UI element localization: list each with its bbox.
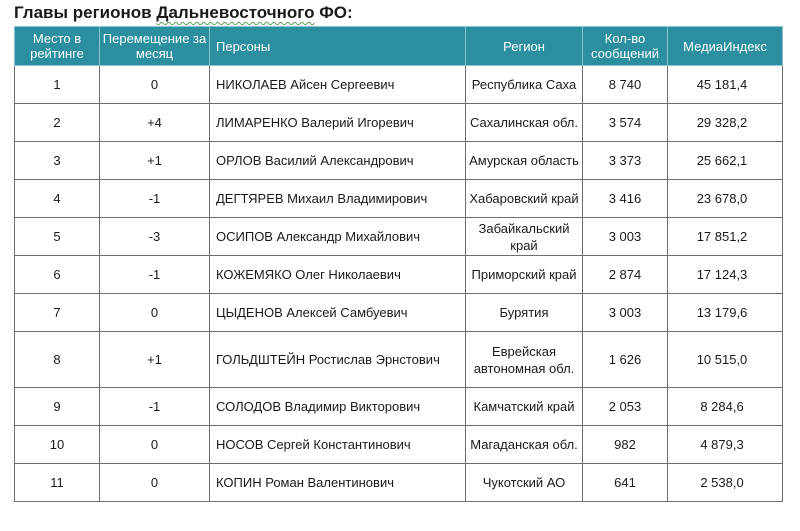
cell-region: Республика Саха: [466, 66, 583, 104]
cell-change: +4: [100, 104, 210, 142]
cell-person: НИКОЛАЕВ Айсен Сергеевич: [210, 66, 466, 104]
cell-media-index: 17 124,3: [668, 256, 783, 294]
cell-messages: 3 003: [583, 294, 668, 332]
title-prefix: Главы регионов: [14, 3, 157, 22]
table-row: [15, 426, 783, 464]
cell-change: -3: [100, 218, 210, 256]
title-underlined-word: Дальневосточного: [156, 3, 315, 22]
cell-rank: 8: [15, 332, 100, 388]
cell-person: ЛИМАРЕНКО Валерий Игоревич: [210, 104, 466, 142]
cell-rank: 9: [15, 388, 100, 426]
cell-person: КОПИН Роман Валентинович: [210, 464, 466, 502]
cell-media-index: 17 851,2: [668, 218, 783, 256]
cell-person: КОЖЕМЯКО Олег Николаевич: [210, 256, 466, 294]
cell-rank: 6: [15, 256, 100, 294]
table-row: [15, 388, 783, 426]
cell-person: СОЛОДОВ Владимир Викторович: [210, 388, 466, 426]
cell-person: ДЕГТЯРЕВ Михаил Владимирович: [210, 180, 466, 218]
page-title: [14, 2, 353, 24]
header-messages: Кол-во сообщений: [583, 27, 668, 66]
cell-messages: 982: [583, 426, 668, 464]
cell-person: ГОЛЬДШТЕЙН Ростислав Эрнстович: [210, 332, 466, 388]
cell-rank: 2: [15, 104, 100, 142]
table-row: [15, 218, 783, 256]
table-row: [15, 66, 783, 104]
cell-region: Бурятия: [466, 294, 583, 332]
cell-region: Сахалинская обл.: [466, 104, 583, 142]
cell-change: 0: [100, 294, 210, 332]
cell-messages: 8 740: [583, 66, 668, 104]
cell-rank: 5: [15, 218, 100, 256]
table-header: [15, 27, 783, 66]
cell-person: НОСОВ Сергей Константинович: [210, 426, 466, 464]
ranking-table: [14, 26, 783, 502]
cell-media-index: 2 538,0: [668, 464, 783, 502]
header-change: Перемещение за месяц: [100, 27, 210, 66]
cell-messages: 3 003: [583, 218, 668, 256]
cell-region: Забайкальский край: [466, 218, 583, 256]
header-region: Регион: [466, 27, 583, 66]
cell-change: 0: [100, 426, 210, 464]
table-row: [15, 332, 783, 388]
title-suffix: ФО:: [314, 3, 353, 22]
cell-rank: 7: [15, 294, 100, 332]
cell-messages: 2 874: [583, 256, 668, 294]
cell-region: Хабаровский край: [466, 180, 583, 218]
cell-change: +1: [100, 332, 210, 388]
cell-rank: 4: [15, 180, 100, 218]
cell-person: ОСИПОВ Александр Михайлович: [210, 218, 466, 256]
cell-media-index: 45 181,4: [668, 66, 783, 104]
cell-change: 0: [100, 66, 210, 104]
table-row: [15, 104, 783, 142]
cell-messages: 1 626: [583, 332, 668, 388]
cell-media-index: 23 678,0: [668, 180, 783, 218]
table-row: [15, 464, 783, 502]
cell-region: Приморский край: [466, 256, 583, 294]
table-row: [15, 142, 783, 180]
header-media-index: МедиаИндекс: [668, 27, 783, 66]
cell-rank: 3: [15, 142, 100, 180]
cell-change: -1: [100, 388, 210, 426]
cell-messages: 641: [583, 464, 668, 502]
cell-rank: 1: [15, 66, 100, 104]
cell-media-index: 4 879,3: [668, 426, 783, 464]
cell-region: Камчатский край: [466, 388, 583, 426]
header-rank: Место в рейтинге: [15, 27, 100, 66]
cell-region: Магаданская обл.: [466, 426, 583, 464]
cell-rank: 11: [15, 464, 100, 502]
cell-messages: 3 373: [583, 142, 668, 180]
cell-region: Чукотский АО: [466, 464, 583, 502]
table-row: [15, 180, 783, 218]
table-body: [15, 66, 783, 502]
cell-change: -1: [100, 256, 210, 294]
cell-media-index: 13 179,6: [668, 294, 783, 332]
cell-change: +1: [100, 142, 210, 180]
cell-rank: 10: [15, 426, 100, 464]
cell-messages: 3 574: [583, 104, 668, 142]
cell-messages: 2 053: [583, 388, 668, 426]
table-row: [15, 294, 783, 332]
cell-region: Амурская область: [466, 142, 583, 180]
cell-media-index: 8 284,6: [668, 388, 783, 426]
cell-media-index: 29 328,2: [668, 104, 783, 142]
cell-change: 0: [100, 464, 210, 502]
cell-person: ОРЛОВ Василий Александрович: [210, 142, 466, 180]
table-row: [15, 256, 783, 294]
cell-media-index: 10 515,0: [668, 332, 783, 388]
cell-media-index: 25 662,1: [668, 142, 783, 180]
cell-messages: 3 416: [583, 180, 668, 218]
header-row: [15, 27, 783, 66]
cell-person: ЦЫДЕНОВ Алексей Самбуевич: [210, 294, 466, 332]
cell-region: Еврейская автономная обл.: [466, 332, 583, 388]
cell-change: -1: [100, 180, 210, 218]
header-persons: Персоны: [210, 27, 466, 66]
